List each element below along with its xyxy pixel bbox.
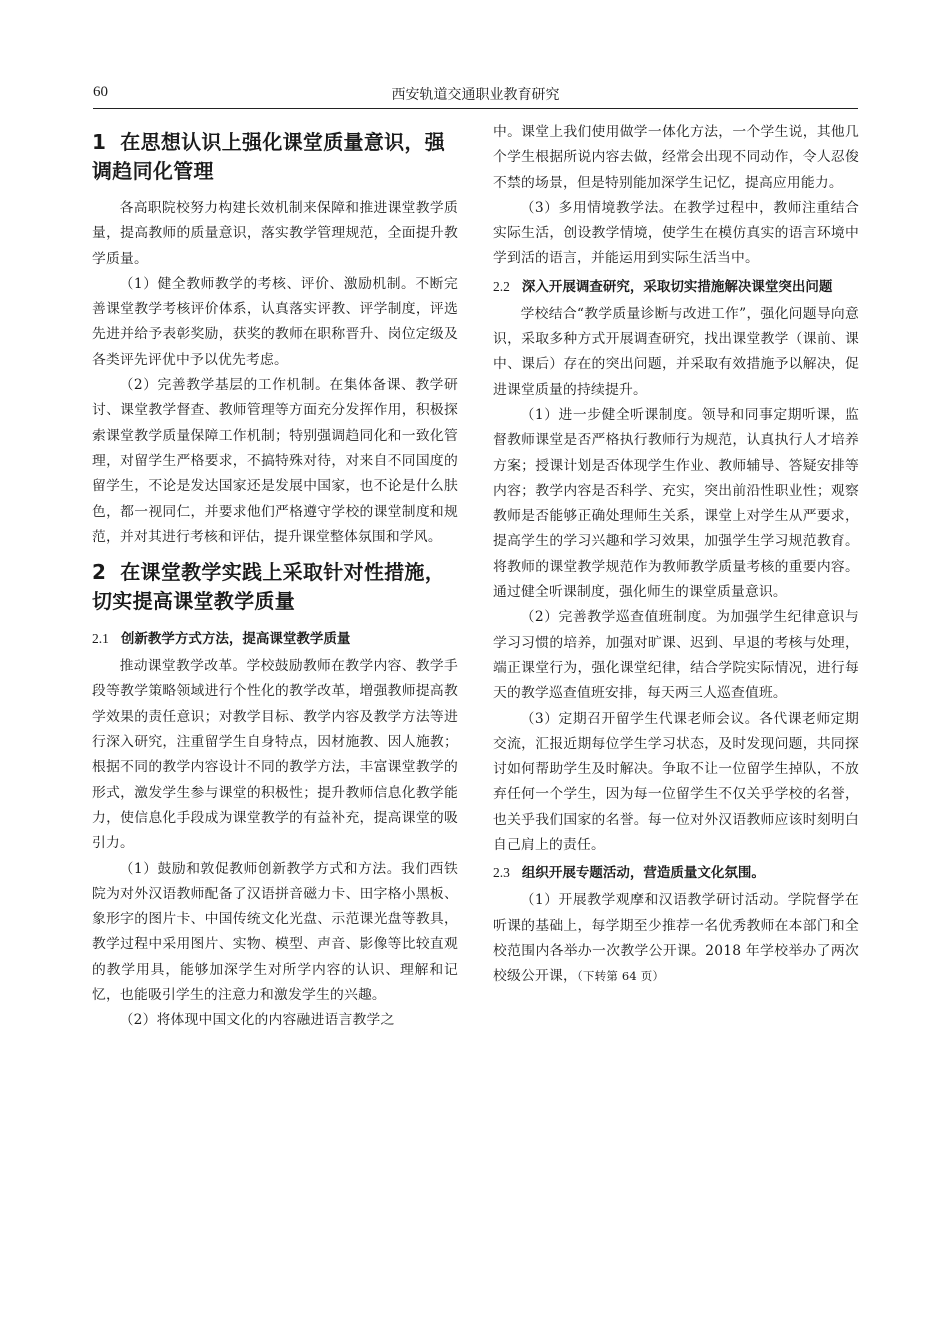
- paragraph: （2）完善教学巡查值班制度。为加强学生纪律意识与学习习惯的培养，加强对旷课、迟到、早退的考核与处理，端正课堂行为，强化课堂纪律，结合学院实际情况，进行每天的教学巡查值班安排，每天两三人巡查值班。: [493, 609, 859, 702]
- journal-title: 西安轨道交通职业教育研究: [391, 87, 560, 103]
- paragraph: （2）将体现中国文化的内容融进语言教学之: [119, 1012, 395, 1029]
- section-2-heading: [92, 558, 458, 616]
- paragraph: （2）完善教学基层的工作机制。在集体备课、教学研讨、课堂教学督查、教师管理等方面充分发挥作用，积极探索课堂教学质量保障工作机制；特别强调趋同化和一致化管理，对留学生严格要求，不搞特殊对待，对来自不同国度的留学生，不论是发达国家还是发展中国家，也不论是什么肤色，都一视同仁，并要求他们严格遵守学校的课堂制度和规范，并对其进行考核和评估，提升课堂整体氛围和学风。: [92, 377, 458, 545]
- paragraph: （1）进一步健全听课制度。领导和同事定期听课，监督教师课堂是否严格执行教师行为规范，认真执行人才培养方案；授课计划是否体现学生作业、教师辅导、答疑安排等内容；教学内容是否科学、充实，突出前沿性职业性；观察教师是否能够正确处理师生关系，课堂上对学生从严要求，提高学生的学习兴趣和学习效果，加强学生学习规范教育。将教师的课堂教学规范作为教师教学质量考核的重要内容。通过健全听课制度，强化师生的课堂质量意识。: [493, 406, 859, 601]
- section-title: 在思想认识上强化课堂质量意识，强调趋同化管理: [92, 130, 446, 183]
- section-number: 2: [92, 560, 107, 585]
- paragraph: （3）定期召开留学生代课老师会议。各代课老师定期交流，汇报近期每位学生学习状态，及时发现问题，共同探讨如何帮助学生及时解决。争取不让一位留学生掉队，不放弃任何一个学生，因为每一位留学生不仅关乎学校的名誉，也关乎我们国家的名誉。每一位对外汉语教师应该时刻明白自己肩上的责任。: [493, 710, 859, 854]
- page-number: 60: [93, 84, 108, 100]
- right-column: [493, 120, 859, 990]
- section-number: 1: [92, 130, 107, 154]
- subsection-title: 深入开展调查研究，采取切实措施解决课堂突出问题: [521, 278, 833, 295]
- left-column: [92, 120, 458, 1034]
- paragraph: （1）鼓励和敦促教师创新教学方式和方法。我们西铁院为对外汉语教师配备了汉语拼音磁力卡、田字格小黑板、象形字的图片卡、中国传统文化光盘、示范课光盘等教具，教学过程中采用图片、实物、模型、声音、影像等比较直观的教学用具，能够加深学生对所学内容的认识、理解和记忆，也能吸引学生的注意力和激发学生的兴趣。: [92, 860, 458, 1004]
- paragraph-text: （1）开展教学观摩和汉语教学研讨活动。学院督学在听课的基础上，每学期至少推荐一名优秀教师在本部门和全校范围内各举办一次教学公开课。2018 年学校举办了两次校级公开课，: [493, 892, 859, 985]
- paragraph: （1）健全教师教学的考核、评价、激励机制。不断完善课堂教学考核评价体系，认真落实评教、评学制度，评选先进并给予表彰奖励，获奖的教师在职称晋升、岗位定级及各类评先评优中予以优先考虑。: [92, 275, 458, 368]
- paragraph: 推动课堂教学改革。学校鼓励教师在教学内容、教学手段等教学策略领域进行个性化的教学改革，增强教师提高教学效果的责任意识；对教学目标、教学内容及教学方法等进行深入研究，注重留学生自身特点，因材施教、因人施教；根据不同的教学内容设计不同的教学方法，丰富课堂教学的形式，激发学生参与课堂的积极性；提升教师信息化教学能力，使信息化手段成为课堂教学的有益补充，提高课堂的吸引力。: [92, 658, 458, 852]
- subsection-2-1-heading: [92, 626, 458, 652]
- paragraph: （3）多用情境教学法。在教学过程中，教师注重结合实际生活，创设教学情境，使学生在模仿真实的语言环境中学到活的语言，并能运用到实际生活当中。: [493, 199, 859, 267]
- subsection-number: 2.2: [493, 278, 510, 294]
- subsection-number: 2.3: [493, 865, 510, 881]
- paragraph: [493, 888, 859, 989]
- continuation-note: （下转第 64 页）: [576, 969, 665, 984]
- subsection-2-2-heading: [493, 274, 859, 300]
- paragraph: 学校结合“教学质量诊断与改进工作”，强化问题导向意识，采取多种方式开展调查研究，找出课堂教学（课前、课中、课后）存在的突出问题，并采取有效措施予以解决，促进课堂质量的持续提升。: [493, 305, 859, 398]
- section-title: 在课堂教学实践上采取针对性措施，切实提高课堂教学质量: [92, 560, 446, 614]
- subsection-title: 组织开展专题活动，营造质量文化氛围。: [521, 865, 765, 882]
- subsection-title: 创新教学方式方法，提高课堂教学质量: [120, 631, 351, 648]
- section-1-heading: [92, 128, 458, 186]
- subsection-2-3-heading: [493, 860, 859, 886]
- subsection-number: 2.1: [92, 631, 109, 647]
- running-header: [93, 82, 858, 109]
- paragraph: 各高职院校努力构建长效机制来保障和推进课堂教学质量，提高教师的质量意识，落实教学管理规范，全面提升教学质量。: [92, 200, 458, 267]
- paragraph-continued: 中。课堂上我们使用做学一体化方法，一个学生说，其他几个学生根据所说内容去做，经常会出现不同动作，令人忍俊不禁的场景，但是特别能加深学生记忆，提高应用能力。: [493, 124, 859, 191]
